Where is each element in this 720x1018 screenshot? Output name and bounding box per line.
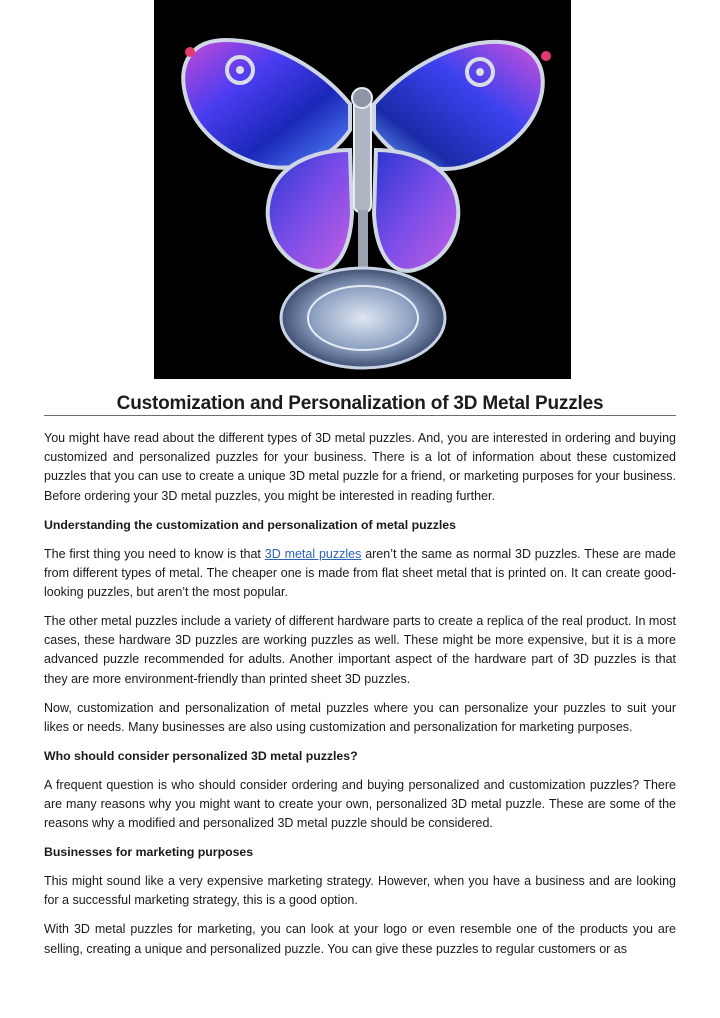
paragraph-frequent-question: A frequent question is who should consider ordering and buying personalized and customization puzzles? There are many reasons why you might want to create your own, personalized 3D metal puzzle. These are some of the reasons why a modified and personalized 3D metal puzzle should be considered. — [44, 777, 676, 831]
paragraph-marketing-strategy: This might sound like a very expensive marketing strategy. However, when you have a business and are looking for a successful marketing strategy, this is a good option. — [44, 874, 676, 908]
3d-metal-puzzles-link[interactable]: 3D metal puzzles — [264, 546, 362, 561]
butterfly-body — [354, 92, 371, 212]
paragraph-text: aren’t the same as normal 3D puzzles. These are made from different types of metal. The cheaper one is made from flat sheet metal that is printed on. It can create good-looking puzzles, but aren’t the most popular. — [44, 546, 677, 600]
butterfly-illustration — [154, 0, 571, 379]
paragraph-customization: Now, customization and personalization of metal puzzles where you can personalize your puzzles to suit your likes or needs. Many businesses are also using customization and personalization for marketing purposes. — [44, 700, 676, 734]
article-body — [44, 429, 676, 969]
butterfly-puzzle-image — [154, 0, 571, 379]
paragraph-intro: You might have read about the different types of 3D metal puzzles. And, you are interested in ordering and buying customized and personalized puzzles for your business. There is a lot of information about these customized puzzles that you can use to create a unique 3D metal puzzle for a friend, or marketing purposes for your business. Before ordering your 3D metal puzzles, you might be interested in reading further. — [44, 431, 676, 503]
paragraph-metal-types — [44, 545, 676, 603]
paragraph-hardware: The other metal puzzles include a variety of different hardware parts to create a replica of the real product. In most cases, these hardware 3D puzzles are working puzzles as well. These might be more expensive, but it is a more advanced puzzle recommended for adults. Another important aspect of the hardware part of 3D puzzles is that they are more environment-friendly than printed sheet 3D puzzles. — [44, 614, 676, 686]
heading-understanding: Understanding the customization and personalization of metal puzzles — [44, 517, 456, 532]
article-title: Customization and Personalization of 3D Metal Puzzles — [116, 393, 604, 414]
puzzle-base-stand — [281, 268, 445, 368]
heading-who-should-consider: Who should consider personalized 3D metal puzzles? — [44, 748, 358, 763]
paragraph-text: The first thing you need to know is that — [44, 546, 265, 561]
heading-businesses: Businesses for marketing purposes — [44, 845, 254, 860]
title-divider — [44, 415, 676, 416]
paragraph-logo-puzzles: With 3D metal puzzles for marketing, you can look at your logo or even resemble one of the products you are selling, creating a unique and personalized puzzle. You can give these puzzles to regular customers or as — [44, 922, 676, 956]
